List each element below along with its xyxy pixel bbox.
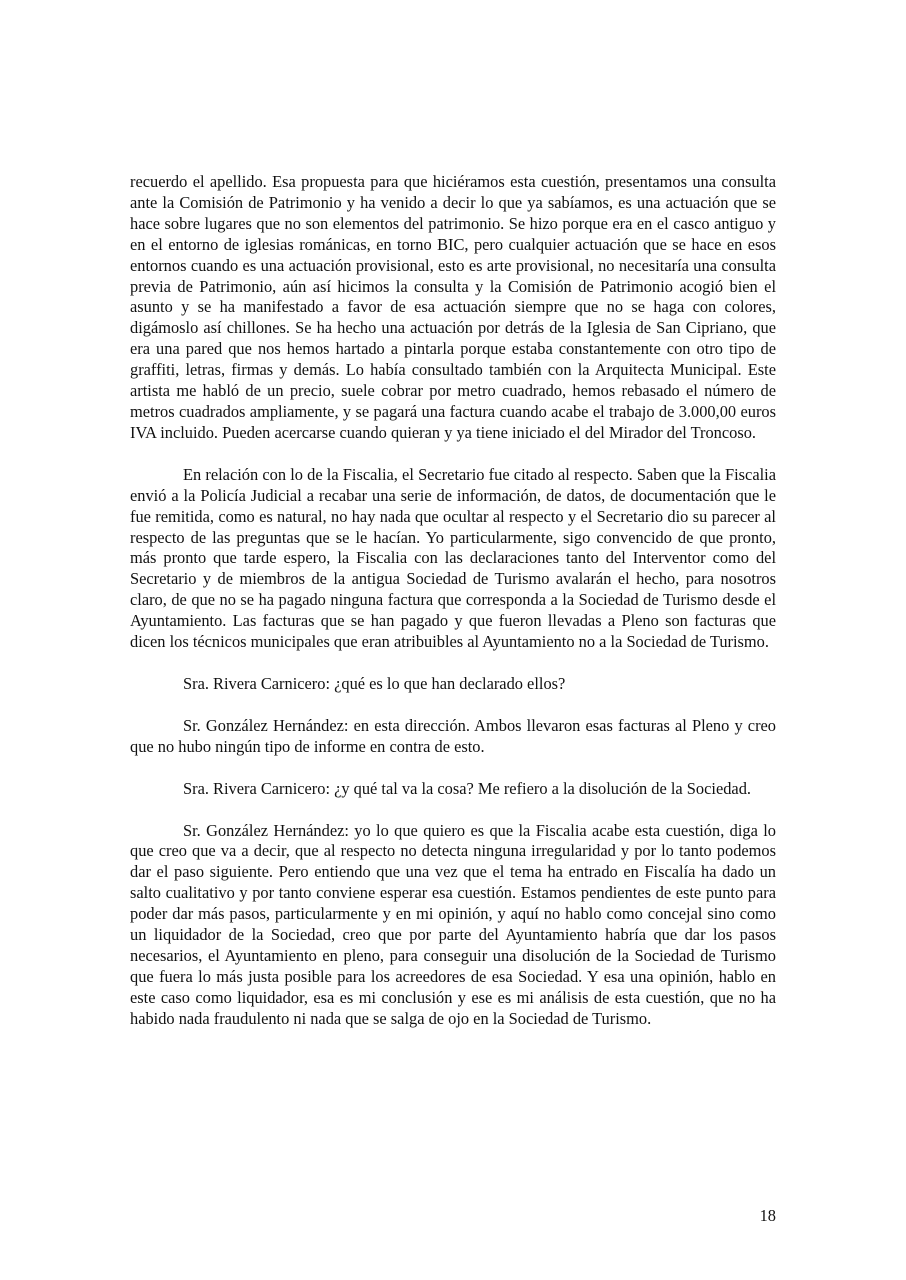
page-number: 18 <box>759 1206 776 1225</box>
paragraph-fiscalia: En relación con lo de la Fiscalia, el Secretario fue citado al respecto. Saben que la Fiscalia envió a la Policía Judicial a recabar una serie de información, de datos, de documentación que le fue remitida, como es natural, no hay nada que ocultar al respecto y el Secretario dio su parecer al respecto de las preguntas que se le hacían. Yo particularmente, sigo convencido de que pronto, más pronto que tarde espero, la Fiscalia con las declaraciones tanto del Interventor como del Secretario y de miembros de la antigua Sociedad de Turismo avalarán el hecho, para nosotros claro, de que no se ha pagado ninguna factura que corresponda a la Sociedad de Turismo desde el Ayuntamiento. Las facturas que se han pagado y que fueron llevadas a Pleno son facturas que dicen los técnicos municipales que eran atribuibles al Ayuntamiento no a la Sociedad de Turismo. <box>130 464 776 652</box>
paragraph-gonzalez-answer-1: Sr. González Hernández: en esta dirección. Ambos llevaron esas facturas al Pleno y creo que no hubo ningún tipo de informe en contra de esto. <box>130 715 776 756</box>
document-body <box>130 172 776 1051</box>
paragraph-continuation: recuerdo el apellido. Esa propuesta para que hiciéramos esta cuestión, presentamos una consulta ante la Comisión de Patrimonio y ha venido a decir lo que ya sabíamos, es una actuación que se hace sobre lugares que no son elementos del patrimonio. Se hizo porque era en el casco antiguo y en el entorno de iglesias románicas, en torno BIC, pero cualquier actuación que se hace en esos entornos cuando es una actuación provisional, esto es arte provisional, no necesitaría una consulta previa de Patrimonio, aún así hicimos la consulta y la Comisión de Patrimonio acogió bien el asunto y se ha manifestado a favor de esa actuación siempre que no se haga con colores, digámoslo así chillones. Se ha hecho una actuación por detrás de la Iglesia de San Cipriano, que era una pared que nos hemos hartado a pintarla porque estaba constantemente con otro tipo de graffiti, letras, firmas y demás. Lo había consultado también con la Arquitecta Municipal. Este artista me habló de un precio, suele cobrar por metro cuadrado, hemos rebasado el número de metros cuadrados ampliamente, y se pagará una factura cuando acabe el trabajo de 3.000,00 euros IVA incluido. Pueden acercarse cuando quieran y ya tiene iniciado el del Mirador del Troncoso. <box>130 172 776 442</box>
paragraph-gonzalez-answer-2: Sr. González Hernández: yo lo que quiero es que la Fiscalia acabe esta cuestión, diga lo que creo que va a decir, que al respecto no detecta ninguna irregularidad y por lo tanto podemos dar el paso siguiente. Pero entiendo que una vez que el tema ha entrado en Fiscalía ha dado un salto cualitativo y por tanto conviene esperar esa cuestión. Estamos pendientes de este punto para poder dar más pasos, particularmente y en mi opinión, y aquí no hablo como concejal sino como un liquidador de la Sociedad, creo que por parte del Ayuntamiento habría que dar los pasos necesarios, el Ayuntamiento en pleno, para conseguir una disolución de la Sociedad de Turismo que fuera lo más justa posible para los acreedores de esa Sociedad. Y esa una opinión, hablo en este caso como liquidador, esa es mi conclusión y ese es mi análisis de esta cuestión, que no ha habido nada fraudulento ni nada que se salga de ojo en la Sociedad de Turismo. <box>130 820 776 1028</box>
paragraph-rivera-question-2: Sra. Rivera Carnicero: ¿y qué tal va la cosa? Me refiero a la disolución de la Sociedad. <box>183 778 751 798</box>
paragraph-rivera-question-1: Sra. Rivera Carnicero: ¿qué es lo que han declarado ellos? <box>183 673 566 693</box>
